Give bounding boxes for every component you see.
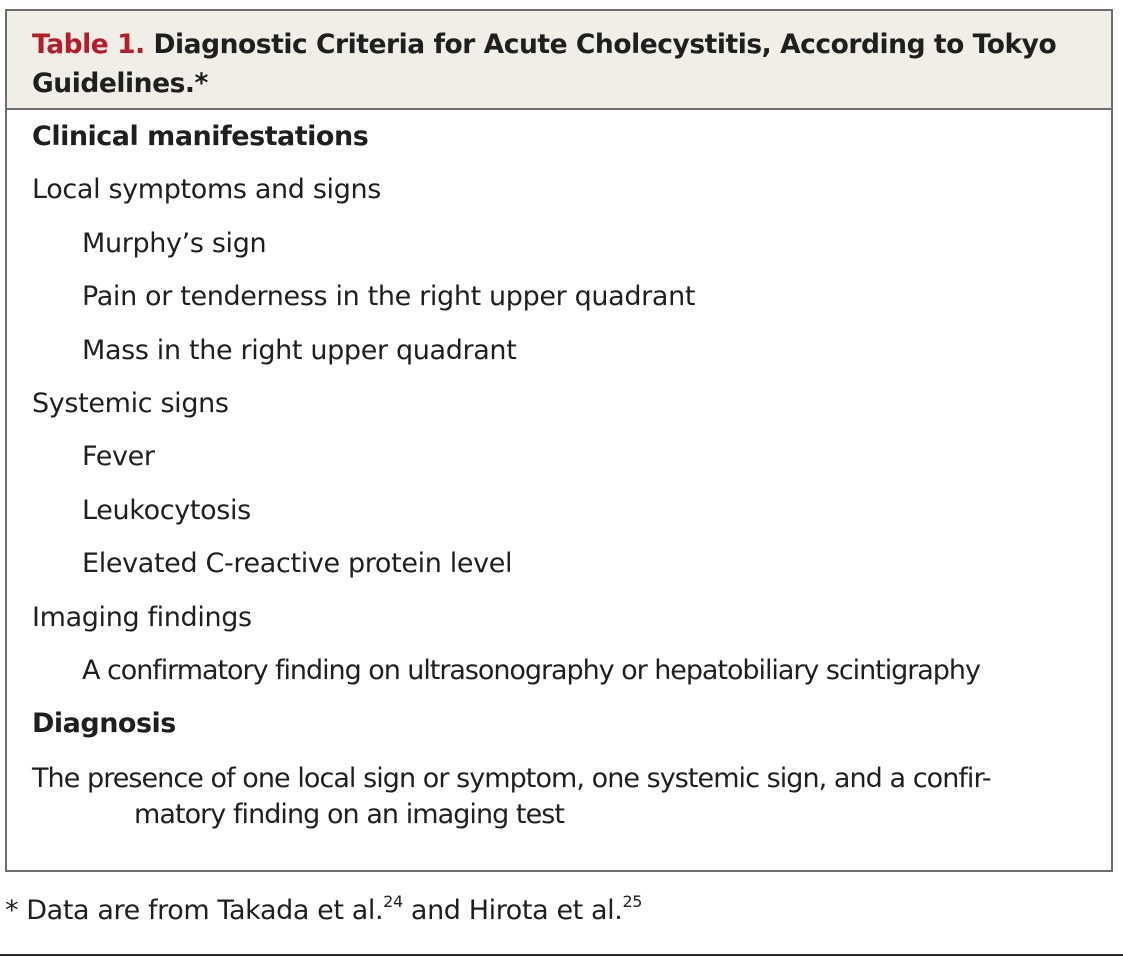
item-crp: Elevated C-reactive protein level: [82, 548, 513, 580]
footnote: [5, 892, 643, 926]
item-murphys-sign: Murphy’s sign: [82, 227, 267, 259]
table-body: [7, 110, 1111, 833]
table-label: Table 1.: [32, 29, 145, 60]
item-pain-tenderness: Pain or tenderness in the right upper quadrant: [82, 281, 696, 313]
section-heading-diagnosis: Diagnosis: [32, 708, 176, 740]
section-heading-clinical: Clinical manifestations: [32, 121, 369, 152]
item-leukocytosis: Leukocytosis: [82, 494, 251, 526]
group-systemic-signs: Systemic signs: [32, 387, 229, 419]
footnote-symbol: *: [5, 895, 19, 926]
item-fever: Fever: [82, 441, 155, 473]
item-confirmatory-finding: A confirmatory finding on ultrasonography or hepatobiliary scintigraphy: [82, 654, 980, 686]
table-title-text: Diagnostic Criteria for Acute Cholecystitis, According to Tokyo Guidelines.*: [32, 29, 1057, 99]
footnote-text-2: and Hirota et al.: [410, 895, 623, 926]
bottom-rule: [0, 954, 1123, 956]
diagnosis-line-2: matory finding on an imaging test: [134, 798, 564, 830]
group-local-symptoms: Local symptoms and signs: [32, 174, 381, 206]
footnote-ref-2: 25: [622, 892, 643, 911]
table-title: [32, 25, 1087, 103]
footnote-text-1: Data are from Takada et al.: [26, 895, 384, 926]
footnote-ref-1: 24: [383, 892, 403, 911]
diagnosis-line-1: The presence of one local sign or symptom, one systemic sign, and a confir-: [32, 762, 991, 794]
diagnosis-text: [7, 751, 1111, 833]
item-mass: Mass in the right upper quadrant: [82, 334, 517, 366]
group-imaging-findings: Imaging findings: [32, 601, 252, 633]
table-box: [5, 9, 1113, 872]
table-header: [7, 11, 1111, 110]
